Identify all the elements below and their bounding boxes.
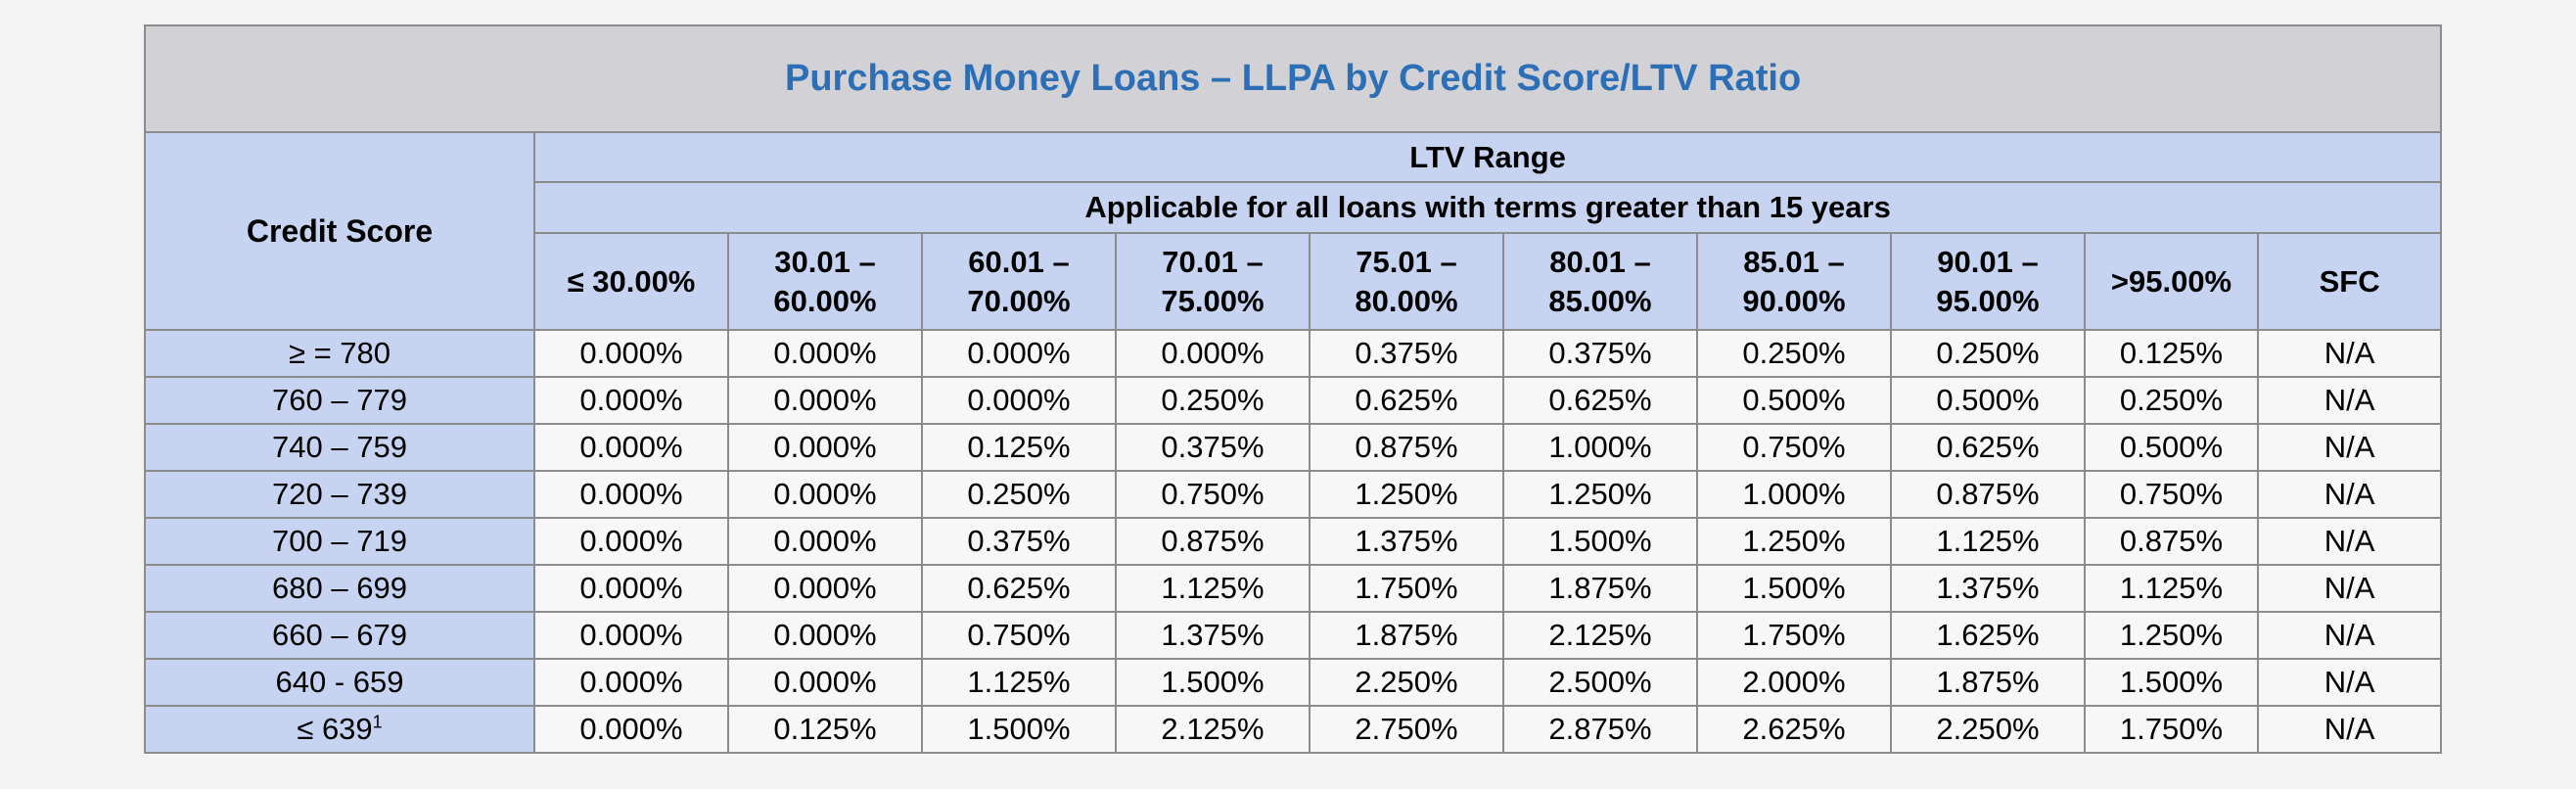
column-header-line2: 75.00% bbox=[1161, 283, 1265, 318]
llpa-value-cell: 1.500% bbox=[1503, 518, 1697, 565]
llpa-value-cell: 0.000% bbox=[728, 471, 922, 518]
llpa-value-cell: 2.000% bbox=[1697, 659, 1891, 706]
llpa-value-cell: 0.250% bbox=[1891, 330, 2085, 377]
llpa-value-cell: 0.000% bbox=[728, 565, 922, 612]
llpa-value-cell: 0.375% bbox=[1310, 330, 1503, 377]
llpa-value-cell: 0.000% bbox=[922, 377, 1116, 424]
table-body bbox=[145, 330, 2441, 753]
column-header bbox=[1116, 233, 1310, 330]
table-title: Purchase Money Loans – LLPA by Credit Score/LTV Ratio bbox=[145, 25, 2441, 132]
llpa-value-cell: 1.500% bbox=[2085, 659, 2258, 706]
llpa-value-cell: 2.750% bbox=[1310, 706, 1503, 753]
llpa-value-cell: 0.250% bbox=[922, 471, 1116, 518]
llpa-value-cell: 2.250% bbox=[1891, 706, 2085, 753]
llpa-value-cell: 0.000% bbox=[728, 424, 922, 471]
footnote-marker: 1 bbox=[372, 712, 383, 732]
llpa-value-cell: 0.000% bbox=[534, 659, 728, 706]
column-header-line1: 60.01 – bbox=[968, 244, 1070, 279]
llpa-value-cell: 0.000% bbox=[534, 330, 728, 377]
credit-score-cell bbox=[145, 424, 534, 471]
llpa-value-cell: 0.000% bbox=[728, 659, 922, 706]
credit-score-cell bbox=[145, 565, 534, 612]
llpa-value-cell: N/A bbox=[2258, 565, 2441, 612]
column-header-line2: 80.00% bbox=[1355, 283, 1458, 318]
llpa-value-cell: N/A bbox=[2258, 471, 2441, 518]
credit-score-cell bbox=[145, 518, 534, 565]
column-header-line1: 30.01 – bbox=[774, 244, 876, 279]
credit-score-label: 720 – 739 bbox=[272, 477, 407, 511]
column-header-line1: 70.01 – bbox=[1162, 244, 1264, 279]
llpa-value-cell: 0.000% bbox=[534, 377, 728, 424]
llpa-value-cell: N/A bbox=[2258, 612, 2441, 659]
llpa-value-cell: 1.625% bbox=[1891, 612, 2085, 659]
llpa-value-cell: 0.375% bbox=[1116, 424, 1310, 471]
llpa-value-cell: 1.375% bbox=[1116, 612, 1310, 659]
credit-score-cell bbox=[145, 377, 534, 424]
llpa-value-cell: 1.000% bbox=[1503, 424, 1697, 471]
column-header-line1: 75.01 – bbox=[1356, 244, 1457, 279]
llpa-value-cell: 2.500% bbox=[1503, 659, 1697, 706]
table-row bbox=[145, 377, 2441, 424]
llpa-value-cell: 0.000% bbox=[922, 330, 1116, 377]
llpa-value-cell: 0.750% bbox=[2085, 471, 2258, 518]
ltv-range-header: LTV Range bbox=[534, 132, 2441, 182]
llpa-value-cell: 0.000% bbox=[534, 565, 728, 612]
credit-score-header: Credit Score bbox=[145, 132, 534, 330]
llpa-value-cell: 1.875% bbox=[1310, 612, 1503, 659]
table-row bbox=[145, 565, 2441, 612]
credit-score-label: 640 - 659 bbox=[275, 665, 404, 699]
llpa-value-cell: 0.000% bbox=[728, 377, 922, 424]
llpa-value-cell: 0.500% bbox=[1697, 377, 1891, 424]
column-header-line2: 95.00% bbox=[1936, 283, 2040, 318]
llpa-value-cell: 1.500% bbox=[1116, 659, 1310, 706]
llpa-value-cell: 0.625% bbox=[1503, 377, 1697, 424]
llpa-value-cell: 0.625% bbox=[1310, 377, 1503, 424]
llpa-value-cell: 1.250% bbox=[2085, 612, 2258, 659]
llpa-value-cell: 1.375% bbox=[1891, 565, 2085, 612]
llpa-value-cell: 0.000% bbox=[534, 706, 728, 753]
credit-score-label: 740 – 759 bbox=[272, 430, 407, 464]
llpa-value-cell: 0.000% bbox=[728, 518, 922, 565]
column-header bbox=[2258, 233, 2441, 330]
llpa-value-cell: 0.750% bbox=[1116, 471, 1310, 518]
llpa-value-cell: 0.875% bbox=[2085, 518, 2258, 565]
table-row bbox=[145, 424, 2441, 471]
column-header-line1: SFC bbox=[2319, 263, 2380, 299]
llpa-value-cell: 0.250% bbox=[1697, 330, 1891, 377]
llpa-value-cell: 1.125% bbox=[1116, 565, 1310, 612]
applicable-note: Applicable for all loans with terms greater than 15 years bbox=[534, 182, 2441, 233]
llpa-value-cell: 0.250% bbox=[2085, 377, 2258, 424]
column-header-line1: 90.01 – bbox=[1937, 244, 2039, 279]
llpa-value-cell: 0.000% bbox=[534, 424, 728, 471]
llpa-table bbox=[144, 24, 2442, 754]
column-header-line1: 85.01 – bbox=[1743, 244, 1845, 279]
column-header bbox=[1503, 233, 1697, 330]
table-row bbox=[145, 612, 2441, 659]
llpa-value-cell: 0.000% bbox=[534, 471, 728, 518]
llpa-value-cell: N/A bbox=[2258, 706, 2441, 753]
table-row bbox=[145, 706, 2441, 753]
column-header bbox=[728, 233, 922, 330]
llpa-value-cell: N/A bbox=[2258, 424, 2441, 471]
llpa-value-cell: 1.500% bbox=[1697, 565, 1891, 612]
llpa-value-cell: 0.750% bbox=[922, 612, 1116, 659]
column-header-line1: ≤ 30.00% bbox=[567, 263, 696, 299]
llpa-value-cell: 1.750% bbox=[1310, 565, 1503, 612]
llpa-value-cell: 0.875% bbox=[1116, 518, 1310, 565]
column-header bbox=[1697, 233, 1891, 330]
llpa-value-cell: 0.250% bbox=[1116, 377, 1310, 424]
column-header-line1: 80.01 – bbox=[1549, 244, 1651, 279]
llpa-value-cell: 1.000% bbox=[1697, 471, 1891, 518]
llpa-value-cell: 2.875% bbox=[1503, 706, 1697, 753]
llpa-value-cell: 0.375% bbox=[1503, 330, 1697, 377]
column-header-line2: 60.00% bbox=[773, 283, 877, 318]
credit-score-cell bbox=[145, 659, 534, 706]
table-row bbox=[145, 330, 2441, 377]
credit-score-label: ≥ = 780 bbox=[288, 336, 391, 370]
llpa-value-cell: 0.000% bbox=[534, 518, 728, 565]
llpa-value-cell: 0.125% bbox=[2085, 330, 2258, 377]
llpa-value-cell: 2.250% bbox=[1310, 659, 1503, 706]
credit-score-label: 700 – 719 bbox=[272, 524, 407, 558]
llpa-value-cell: 0.125% bbox=[922, 424, 1116, 471]
llpa-value-cell: 0.875% bbox=[1310, 424, 1503, 471]
column-header-line2: 85.00% bbox=[1548, 283, 1652, 318]
llpa-value-cell: N/A bbox=[2258, 377, 2441, 424]
credit-score-label: 760 – 779 bbox=[272, 383, 407, 417]
credit-score-label: ≤ 639 bbox=[297, 712, 373, 746]
column-header-line2: 70.00% bbox=[967, 283, 1071, 318]
llpa-value-cell: 1.125% bbox=[2085, 565, 2258, 612]
llpa-value-cell: 1.125% bbox=[922, 659, 1116, 706]
column-header bbox=[1310, 233, 1503, 330]
llpa-value-cell: 0.000% bbox=[728, 612, 922, 659]
table-row bbox=[145, 518, 2441, 565]
column-header-line2: 90.00% bbox=[1742, 283, 1846, 318]
llpa-value-cell: 1.875% bbox=[1503, 565, 1697, 612]
llpa-value-cell: 1.250% bbox=[1697, 518, 1891, 565]
llpa-value-cell: 1.250% bbox=[1310, 471, 1503, 518]
column-header bbox=[534, 233, 728, 330]
column-header bbox=[922, 233, 1116, 330]
llpa-value-cell: 0.000% bbox=[1116, 330, 1310, 377]
llpa-value-cell: 0.625% bbox=[922, 565, 1116, 612]
llpa-value-cell: 2.625% bbox=[1697, 706, 1891, 753]
column-header bbox=[1891, 233, 2085, 330]
table-row bbox=[145, 659, 2441, 706]
llpa-value-cell: 2.125% bbox=[1116, 706, 1310, 753]
llpa-value-cell: 1.375% bbox=[1310, 518, 1503, 565]
llpa-value-cell: N/A bbox=[2258, 330, 2441, 377]
credit-score-label: 680 – 699 bbox=[272, 571, 407, 605]
llpa-value-cell: 0.750% bbox=[1697, 424, 1891, 471]
credit-score-cell bbox=[145, 706, 534, 753]
table-row bbox=[145, 471, 2441, 518]
column-header-line1: >95.00% bbox=[2110, 263, 2232, 299]
credit-score-label: 660 – 679 bbox=[272, 618, 407, 652]
llpa-value-cell: 0.375% bbox=[922, 518, 1116, 565]
llpa-value-cell: 0.500% bbox=[2085, 424, 2258, 471]
llpa-value-cell: 0.000% bbox=[728, 330, 922, 377]
llpa-table-container bbox=[144, 24, 2442, 754]
llpa-value-cell: 1.125% bbox=[1891, 518, 2085, 565]
llpa-value-cell: 0.875% bbox=[1891, 471, 2085, 518]
llpa-value-cell: 2.125% bbox=[1503, 612, 1697, 659]
column-header bbox=[2085, 233, 2258, 330]
llpa-value-cell: 0.625% bbox=[1891, 424, 2085, 471]
credit-score-cell bbox=[145, 471, 534, 518]
llpa-value-cell: 1.500% bbox=[922, 706, 1116, 753]
credit-score-cell bbox=[145, 330, 534, 377]
llpa-value-cell: 1.875% bbox=[1891, 659, 2085, 706]
llpa-value-cell: 1.250% bbox=[1503, 471, 1697, 518]
llpa-value-cell: N/A bbox=[2258, 518, 2441, 565]
llpa-value-cell: 0.500% bbox=[1891, 377, 2085, 424]
llpa-value-cell: N/A bbox=[2258, 659, 2441, 706]
llpa-value-cell: 1.750% bbox=[1697, 612, 1891, 659]
llpa-value-cell: 0.000% bbox=[534, 612, 728, 659]
llpa-value-cell: 1.750% bbox=[2085, 706, 2258, 753]
llpa-value-cell: 0.125% bbox=[728, 706, 922, 753]
credit-score-cell bbox=[145, 612, 534, 659]
